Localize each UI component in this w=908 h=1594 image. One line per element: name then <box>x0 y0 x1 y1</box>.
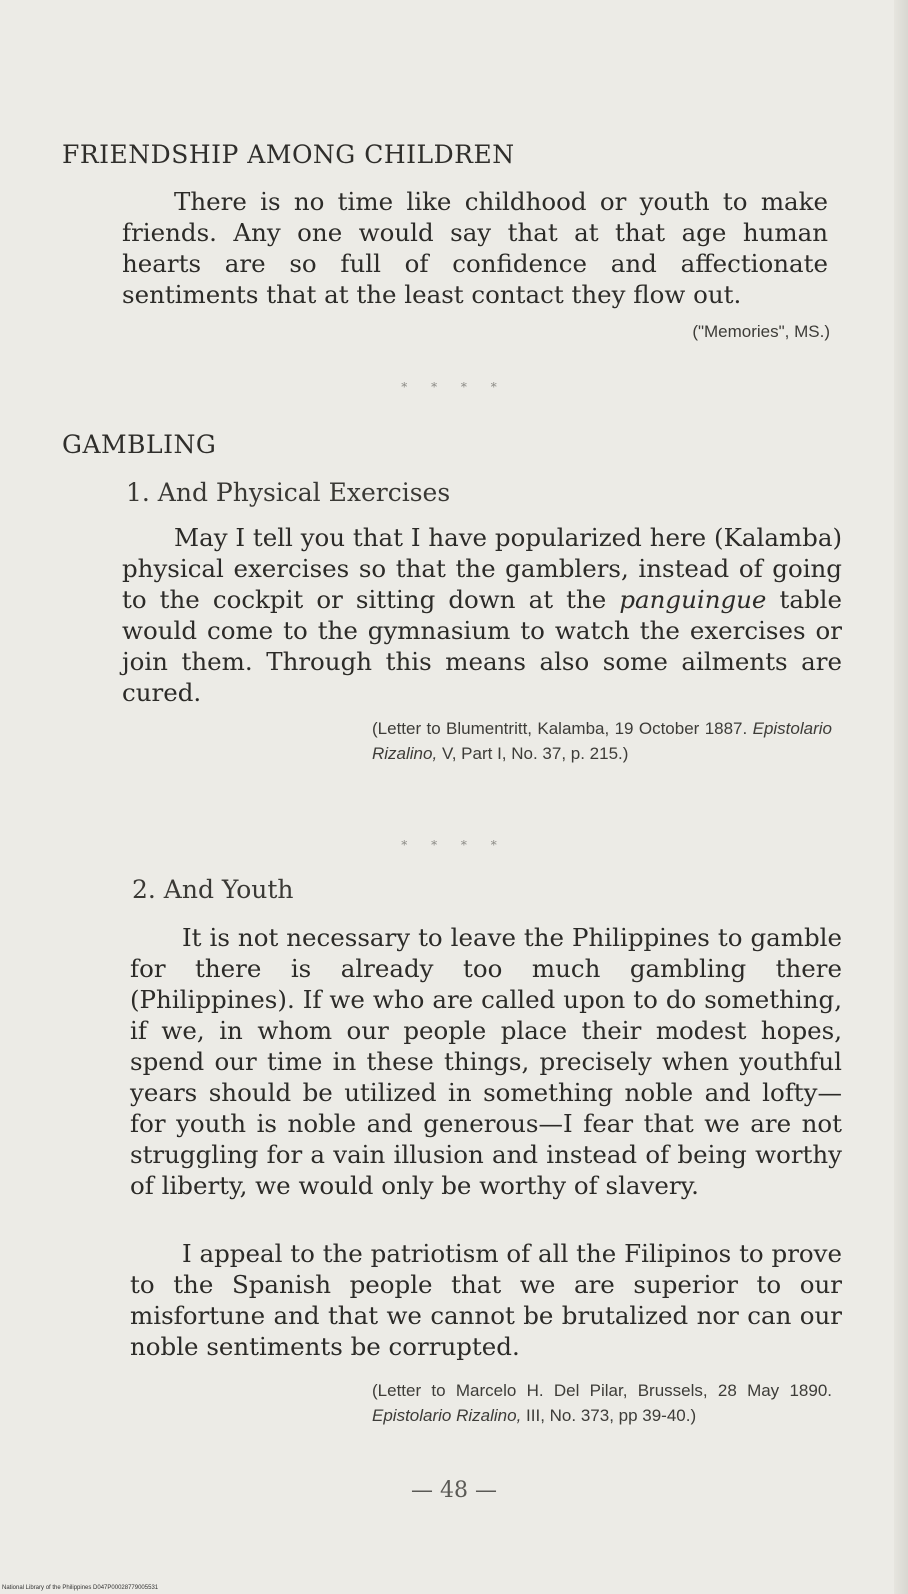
library-footer: National Library of the Philippines D047P00028779005531 <box>2 1585 159 1591</box>
section-separator: * * * * <box>401 380 507 394</box>
friendship-paragraph: There is no time like childhood or youth to make friends. Any one would say that at that age human hearts are so full of confidence and affectionate sentiments that at the least contact they flow out. <box>122 187 828 309</box>
section-separator-2: * * * * <box>401 838 507 852</box>
section-heading-friendship: FRIENDSHIP AMONG CHILDREN <box>62 140 515 169</box>
page-edge-shadow <box>894 0 908 1594</box>
youth-paragraph-1: It is not necessary to leave the Philippines to gamble for there is already too much gambling there (Philippines). If we who are called upon to do something, if we, in whom our people place their modest hopes, spend our time in these things, precisely when youthful years should be utilized in something noble and lofty—for youth is noble and generous—I fear that we are not struggling for a vain illusion and instead of being worthy of liberty, we would only be worthy of slavery. <box>130 923 842 1200</box>
subheading-youth: 2. And Youth <box>132 875 294 904</box>
del-pilar-citation: (Letter to Marcelo H. Del Pilar, Brussels, 28 May 1890. Epistolario Rizalino, III, No. 373, pp 39-40.) <box>372 1381 832 1425</box>
italic-term: panguingue <box>619 585 767 614</box>
page-number: — 48 — <box>411 1478 497 1503</box>
blumentritt-citation: (Letter to Blumentritt, Kalamba, 19 October 1887. Epistolario Rizalino, V, Part I, No. 37, p. 215.) <box>372 719 832 763</box>
physical-exercises-paragraph: May I tell you that I have popularized here (Kalamba) physical exercises so that the gamblers, instead of going to the cockpit or sitting down at the panguingue table would come to the gymnasium to watch the exercises or join them. Through this means also some ailments are cured. <box>122 523 842 707</box>
friendship-citation: ("Memories", MS.) <box>692 322 830 341</box>
subheading-physical-exercises: 1. And Physical Exercises <box>126 478 451 507</box>
section-heading-gambling: GAMBLING <box>62 430 217 459</box>
youth-paragraph-2: I appeal to the patriotism of all the Filipinos to prove to the Spanish people that we are superior to our misfortune and that we cannot be brutalized nor can our noble sentiments be corrupted. <box>130 1239 842 1361</box>
